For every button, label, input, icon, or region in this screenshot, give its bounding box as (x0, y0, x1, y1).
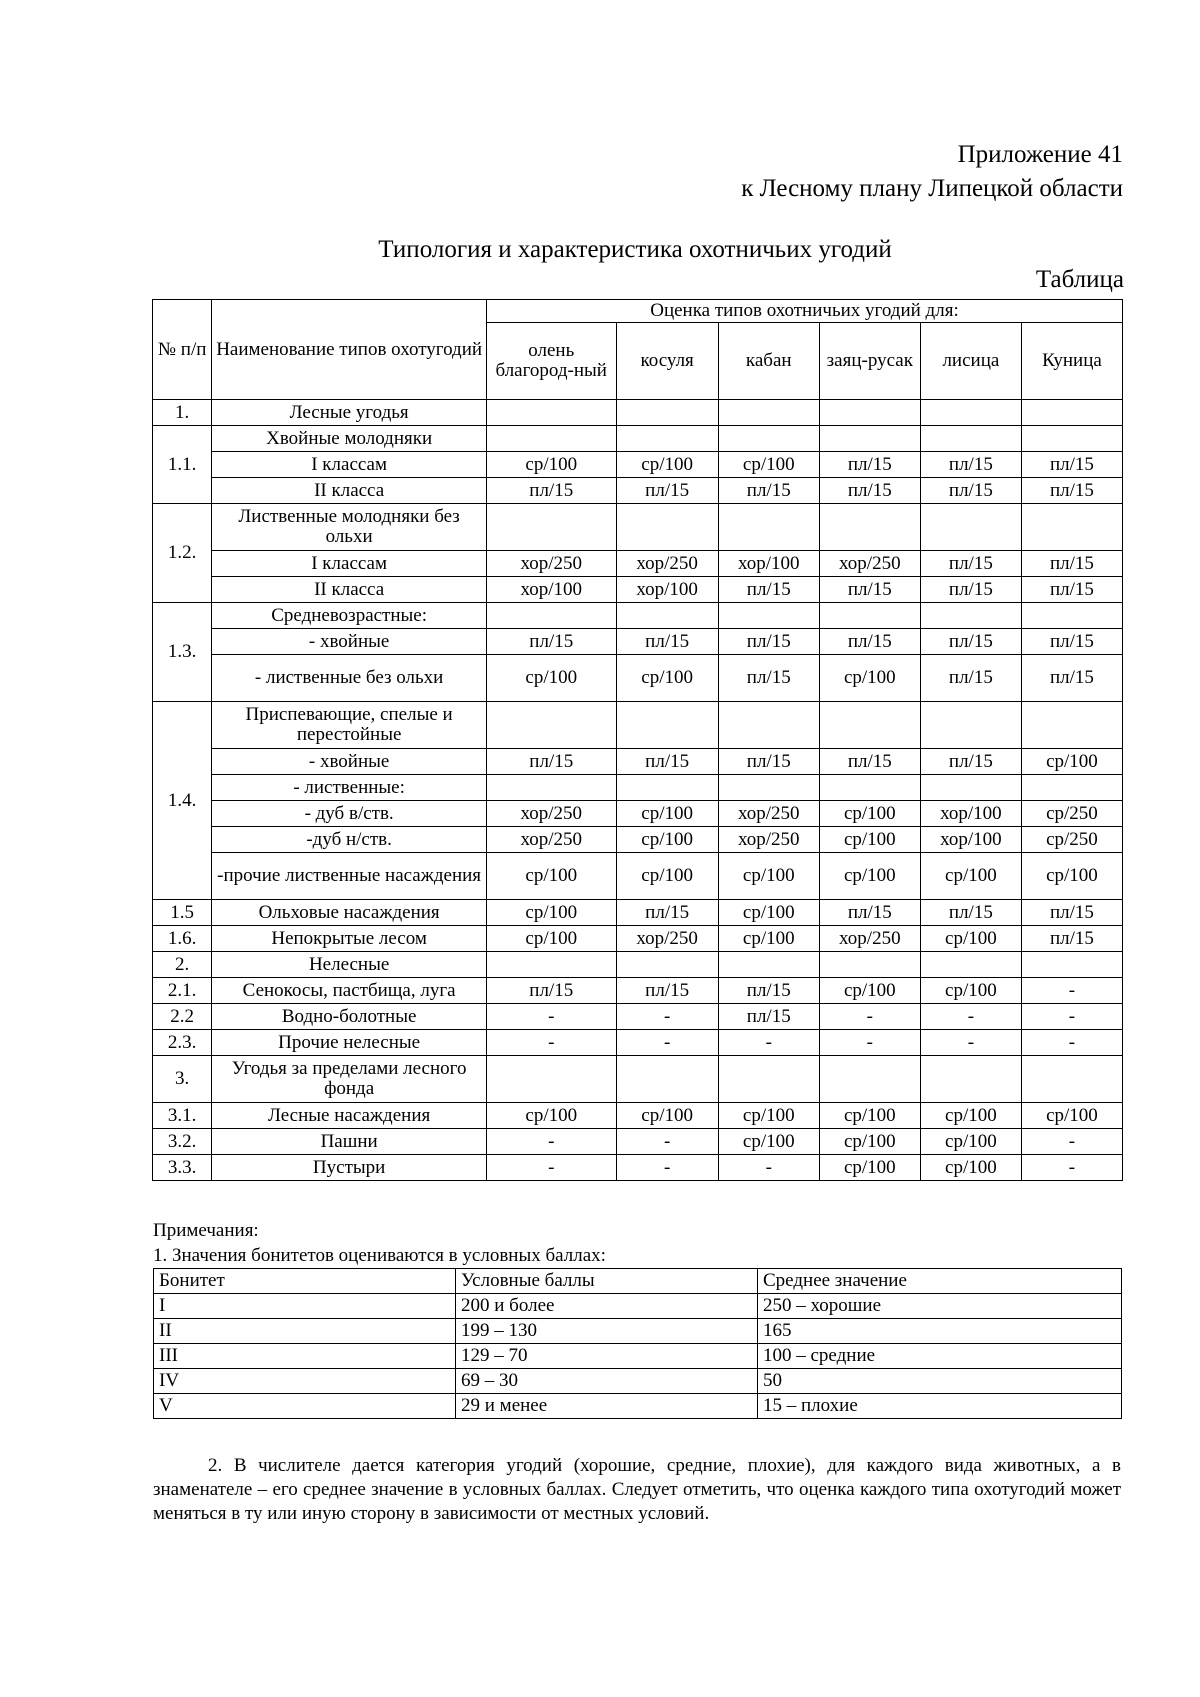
bonitet-cell: 50 (758, 1369, 1122, 1394)
rating-cell: ср/100 (1021, 853, 1122, 900)
rating-cell: пл/15 (920, 478, 1021, 504)
rating-cell: пл/15 (486, 478, 616, 504)
rating-cell (486, 504, 616, 551)
table-row (153, 952, 1123, 978)
rating-cell: пл/15 (920, 577, 1021, 603)
rating-cell (616, 952, 718, 978)
rating-cell (616, 1056, 718, 1103)
rating-cell: - (920, 1030, 1021, 1056)
table-row (153, 827, 1123, 853)
table-row (153, 426, 1123, 452)
rating-cell: - (616, 1155, 718, 1181)
row-name: - хвойные (212, 749, 487, 775)
rating-cell: - (486, 1129, 616, 1155)
rating-cell: хор/250 (486, 551, 616, 577)
bonitet-row (154, 1319, 1122, 1344)
header-animal: лисица (920, 323, 1021, 400)
bonitet-cell: Условные баллы (456, 1269, 758, 1294)
header-num: № п/п (153, 300, 212, 400)
table-row (153, 452, 1123, 478)
rating-cell: ср/100 (486, 655, 616, 702)
bonitet-cell: I (154, 1294, 456, 1319)
row-number: 1.1. (153, 426, 212, 504)
rating-cell: пл/15 (486, 629, 616, 655)
rating-cell: пл/15 (718, 655, 819, 702)
bonitet-cell: 100 – средние (758, 1344, 1122, 1369)
table-row (153, 978, 1123, 1004)
rating-cell (1021, 775, 1122, 801)
rating-cell: - (819, 1004, 920, 1030)
bonitet-cell: IV (154, 1369, 456, 1394)
row-name: Хвойные молодняки (212, 426, 487, 452)
bonitet-cell: II (154, 1319, 456, 1344)
rating-cell (486, 426, 616, 452)
rating-cell: пл/15 (920, 749, 1021, 775)
rating-cell: ср/100 (486, 900, 616, 926)
rating-cell (819, 952, 920, 978)
bonitet-cell: 165 (758, 1319, 1122, 1344)
row-name: - лиственные без ольхи (212, 655, 487, 702)
rating-cell: пл/15 (920, 551, 1021, 577)
row-name: I классам (212, 551, 487, 577)
rating-cell: ср/100 (819, 827, 920, 853)
bonitet-row (154, 1344, 1122, 1369)
rating-cell (1021, 400, 1122, 426)
row-name: II класса (212, 478, 487, 504)
page-title: Типология и характеристика охотничьих угодий (378, 236, 892, 263)
bonitet-cell: Бонитет (154, 1269, 456, 1294)
rating-cell (1021, 702, 1122, 749)
rating-cell: ср/100 (1021, 749, 1122, 775)
rating-cell: пл/15 (819, 478, 920, 504)
row-number: 1.4. (153, 702, 212, 900)
rating-cell: ср/100 (718, 1103, 819, 1129)
rating-cell: пл/15 (616, 900, 718, 926)
table-row (153, 1129, 1123, 1155)
rating-cell: - (486, 1004, 616, 1030)
rating-cell: пл/15 (819, 452, 920, 478)
row-number: 3.3. (153, 1155, 212, 1181)
rating-cell: пл/15 (1021, 478, 1122, 504)
rating-cell (819, 1056, 920, 1103)
rating-cell (920, 952, 1021, 978)
rating-cell: ср/250 (1021, 827, 1122, 853)
table-row (153, 702, 1123, 749)
rating-cell (819, 400, 920, 426)
rating-cell (616, 775, 718, 801)
rating-cell (718, 400, 819, 426)
table-row (153, 400, 1123, 426)
rating-cell: пл/15 (1021, 655, 1122, 702)
table-row (153, 853, 1123, 900)
rating-cell: ср/100 (819, 1103, 920, 1129)
row-name: - дуб в/ств. (212, 801, 487, 827)
table-row (153, 749, 1123, 775)
header-group: Оценка типов охотничьих угодий для: (486, 300, 1122, 323)
bonitet-header-row (154, 1269, 1122, 1294)
rating-cell: пл/15 (616, 478, 718, 504)
rating-cell: - (819, 1030, 920, 1056)
rating-cell: ср/100 (819, 978, 920, 1004)
rating-cell: пл/15 (1021, 452, 1122, 478)
appendix-line-2: к Лесному плану Липецкой области (741, 175, 1123, 202)
note-1: 1. Значения бонитетов оцениваются в условных баллах: (153, 1245, 606, 1266)
table-row (153, 577, 1123, 603)
rating-cell: пл/15 (1021, 900, 1122, 926)
bonitet-row (154, 1394, 1122, 1419)
table-row (153, 1056, 1123, 1103)
rating-cell (1021, 952, 1122, 978)
rating-cell: хор/250 (616, 551, 718, 577)
rating-cell: пл/15 (486, 749, 616, 775)
rating-cell: хор/100 (616, 577, 718, 603)
rating-cell: пл/15 (819, 629, 920, 655)
rating-cell: ср/100 (718, 926, 819, 952)
rating-cell: пл/15 (1021, 629, 1122, 655)
row-number: 2.3. (153, 1030, 212, 1056)
rating-cell: хор/100 (920, 801, 1021, 827)
bonitet-table (153, 1268, 1122, 1419)
row-name: Сенокосы, пастбища, луга (212, 978, 487, 1004)
header-row (153, 300, 1123, 323)
hunting-grounds-table (152, 299, 1123, 1181)
rating-cell: - (486, 1155, 616, 1181)
row-name: II класса (212, 577, 487, 603)
rating-cell (616, 400, 718, 426)
rating-cell: хор/250 (718, 801, 819, 827)
rating-cell: хор/100 (486, 577, 616, 603)
table-row (153, 1155, 1123, 1181)
rating-cell (920, 775, 1021, 801)
table-row (153, 478, 1123, 504)
rating-cell (920, 702, 1021, 749)
rating-cell (1021, 603, 1122, 629)
rating-cell: ср/100 (819, 1155, 920, 1181)
rating-cell: пл/15 (819, 900, 920, 926)
row-name: Лесные насаждения (212, 1103, 487, 1129)
rating-cell (819, 603, 920, 629)
rating-cell: ср/100 (718, 452, 819, 478)
table-row (153, 801, 1123, 827)
row-number: 2.2 (153, 1004, 212, 1030)
header-animal: заяц-русак (819, 323, 920, 400)
bonitet-cell: Среднее значение (758, 1269, 1122, 1294)
rating-cell: пл/15 (1021, 577, 1122, 603)
row-number: 2.1. (153, 978, 212, 1004)
table-row (153, 775, 1123, 801)
rating-cell (486, 1056, 616, 1103)
rating-cell: ср/100 (486, 452, 616, 478)
rating-cell: - (1021, 1004, 1122, 1030)
rating-cell: пл/15 (920, 900, 1021, 926)
table-row (153, 603, 1123, 629)
rating-cell: - (616, 1004, 718, 1030)
row-name: -дуб н/ств. (212, 827, 487, 853)
rating-cell (819, 702, 920, 749)
rating-cell: хор/100 (718, 551, 819, 577)
rating-cell (616, 504, 718, 551)
rating-cell: ср/100 (616, 827, 718, 853)
rating-cell (718, 775, 819, 801)
bonitet-cell: V (154, 1394, 456, 1419)
rating-cell (718, 504, 819, 551)
rating-cell: пл/15 (718, 749, 819, 775)
rating-cell: пл/15 (616, 978, 718, 1004)
rating-cell: - (718, 1030, 819, 1056)
rating-cell: ср/100 (920, 978, 1021, 1004)
row-name: Прочие нелесные (212, 1030, 487, 1056)
bonitet-row (154, 1369, 1122, 1394)
rating-cell: ср/100 (718, 1129, 819, 1155)
rating-cell: - (1021, 978, 1122, 1004)
rating-cell (486, 775, 616, 801)
rating-cell (718, 603, 819, 629)
table-row (153, 1103, 1123, 1129)
row-number: 2. (153, 952, 212, 978)
rating-cell: ср/100 (616, 1103, 718, 1129)
rating-cell (920, 504, 1021, 551)
appendix-line-1: Приложение 41 (957, 141, 1123, 168)
row-name: Пашни (212, 1129, 487, 1155)
row-name: - лиственные: (212, 775, 487, 801)
bonitet-cell: 69 – 30 (456, 1369, 758, 1394)
rating-cell: ср/100 (819, 853, 920, 900)
table-label: Таблица (1035, 266, 1124, 293)
row-number: 3.2. (153, 1129, 212, 1155)
row-name: Водно-болотные (212, 1004, 487, 1030)
rating-cell: ср/100 (486, 1103, 616, 1129)
row-name: Нелесные (212, 952, 487, 978)
bonitet-cell: 250 – хорошие (758, 1294, 1122, 1319)
table-row (153, 1030, 1123, 1056)
row-name: Лесные угодья (212, 400, 487, 426)
rating-cell (819, 775, 920, 801)
row-name: Ольховые насаждения (212, 900, 487, 926)
rating-cell (1021, 426, 1122, 452)
bonitet-cell: 199 – 130 (456, 1319, 758, 1344)
row-name: Угодья за пределами лесного фонда (212, 1056, 487, 1103)
table-row (153, 629, 1123, 655)
rating-cell: пл/15 (920, 452, 1021, 478)
rating-cell: пл/15 (819, 749, 920, 775)
appendix-header (741, 138, 1123, 206)
rating-cell: хор/250 (718, 827, 819, 853)
rating-cell: ср/250 (1021, 801, 1122, 827)
rating-cell: ср/100 (616, 452, 718, 478)
rating-cell: - (616, 1030, 718, 1056)
rating-cell: пл/15 (1021, 926, 1122, 952)
table-row (153, 551, 1123, 577)
rating-cell (486, 603, 616, 629)
bonitet-cell: 129 – 70 (456, 1344, 758, 1369)
rating-cell: ср/100 (920, 1129, 1021, 1155)
rating-cell: пл/15 (718, 577, 819, 603)
bonitet-row (154, 1294, 1122, 1319)
bonitet-cell: 200 и более (456, 1294, 758, 1319)
rating-cell: ср/100 (920, 1155, 1021, 1181)
rating-cell (616, 702, 718, 749)
rating-cell (718, 1056, 819, 1103)
rating-cell: пл/15 (1021, 551, 1122, 577)
rating-cell (1021, 1056, 1122, 1103)
rating-cell: ср/100 (920, 853, 1021, 900)
table-row (153, 900, 1123, 926)
rating-cell: - (718, 1155, 819, 1181)
row-name: I классам (212, 452, 487, 478)
header-animal: кабан (718, 323, 819, 400)
rating-cell: ср/100 (718, 900, 819, 926)
rating-cell (920, 400, 1021, 426)
rating-cell: пл/15 (718, 478, 819, 504)
row-name: Пустыри (212, 1155, 487, 1181)
rating-cell: хор/250 (819, 926, 920, 952)
rating-cell: пл/15 (920, 655, 1021, 702)
rating-cell: ср/100 (718, 853, 819, 900)
table-row (153, 655, 1123, 702)
rating-cell (920, 603, 1021, 629)
rating-cell: ср/100 (819, 1129, 920, 1155)
table-row (153, 504, 1123, 551)
rating-cell (486, 702, 616, 749)
rating-cell: хор/250 (616, 926, 718, 952)
rating-cell: ср/100 (819, 655, 920, 702)
rating-cell (718, 702, 819, 749)
rating-cell (616, 603, 718, 629)
table-row (153, 926, 1123, 952)
rating-cell: хор/250 (486, 827, 616, 853)
row-name: Приспевающие, спелые и перестойные (212, 702, 487, 749)
rating-cell: - (1021, 1129, 1122, 1155)
rating-cell (920, 1056, 1021, 1103)
row-number: 1.6. (153, 926, 212, 952)
rating-cell: пл/15 (486, 978, 616, 1004)
rating-cell: пл/15 (718, 978, 819, 1004)
rating-cell (718, 952, 819, 978)
rating-cell (1021, 504, 1122, 551)
rating-cell (819, 504, 920, 551)
rating-cell: пл/15 (718, 629, 819, 655)
rating-cell: ср/100 (1021, 1103, 1122, 1129)
rating-cell: ср/100 (486, 853, 616, 900)
rating-cell (819, 426, 920, 452)
row-name: Непокрытые лесом (212, 926, 487, 952)
row-number: 3.1. (153, 1103, 212, 1129)
header-animal: Куница (1021, 323, 1122, 400)
rating-cell: пл/15 (718, 1004, 819, 1030)
rating-cell: - (1021, 1030, 1122, 1056)
table-body (153, 300, 1123, 1181)
row-name: Лиственные молодняки без ольхи (212, 504, 487, 551)
rating-cell: - (616, 1129, 718, 1155)
row-name: -прочие лиственные насаждения (212, 853, 487, 900)
rating-cell: пл/15 (920, 629, 1021, 655)
row-number: 1.3. (153, 603, 212, 702)
row-number: 1.2. (153, 504, 212, 603)
header-name: Наименование типов охотугодий (212, 300, 487, 400)
table-row (153, 1004, 1123, 1030)
rating-cell: ср/100 (616, 853, 718, 900)
notes-heading: Примечания: (153, 1220, 259, 1241)
bonitet-cell: III (154, 1344, 456, 1369)
rating-cell: ср/100 (920, 926, 1021, 952)
rating-cell: ср/100 (920, 1103, 1021, 1129)
rating-cell: пл/15 (616, 749, 718, 775)
rating-cell: ср/100 (616, 655, 718, 702)
rating-cell: ср/100 (486, 926, 616, 952)
rating-cell (718, 426, 819, 452)
rating-cell: хор/250 (486, 801, 616, 827)
bonitet-cell: 29 и менее (456, 1394, 758, 1419)
rating-cell (616, 426, 718, 452)
rating-cell: хор/250 (819, 551, 920, 577)
bonitet-cell: 15 – плохие (758, 1394, 1122, 1419)
row-number: 3. (153, 1056, 212, 1103)
rating-cell: - (1021, 1155, 1122, 1181)
row-number: 1.5 (153, 900, 212, 926)
rating-cell: ср/100 (819, 801, 920, 827)
rating-cell: - (920, 1004, 1021, 1030)
rating-cell: - (486, 1030, 616, 1056)
rating-cell: хор/100 (920, 827, 1021, 853)
header-animal: косуля (616, 323, 718, 400)
row-number: 1. (153, 400, 212, 426)
rating-cell: пл/15 (819, 577, 920, 603)
rating-cell (486, 400, 616, 426)
row-name: - хвойные (212, 629, 487, 655)
header-animal: олень благород-ный (486, 323, 616, 400)
rating-cell: пл/15 (616, 629, 718, 655)
row-name: Средневозрастные: (212, 603, 487, 629)
rating-cell: ср/100 (616, 801, 718, 827)
bonitet-body (154, 1269, 1122, 1419)
note-2: 2. В числителе дается категория угодий (хорошие, средние, плохие), для каждого вида животных, а в знаменателе – его среднее значение в условных баллах. Следует отметить, что оценка каждого типа охотугодий может меняться в ту или иную сторону в зависимости от местных условий. (153, 1455, 1121, 1524)
rating-cell (920, 426, 1021, 452)
rating-cell (486, 952, 616, 978)
